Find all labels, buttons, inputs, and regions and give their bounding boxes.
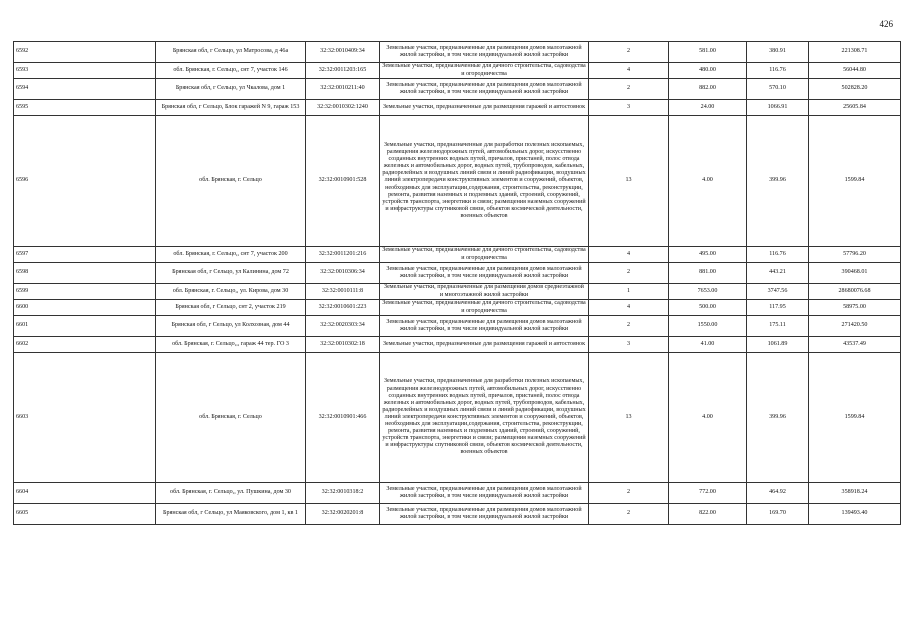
row-number: 6593 bbox=[14, 63, 156, 79]
table-row bbox=[14, 337, 901, 353]
row-number: 6604 bbox=[14, 483, 156, 504]
row-number: 6601 bbox=[14, 316, 156, 337]
address-cell: Брянская обл, г Сельцо, ул Колхозная, дом 44 bbox=[156, 316, 306, 337]
table-row bbox=[14, 353, 901, 483]
cadastral-number-cell: 32:32:0010306:34 bbox=[306, 263, 380, 284]
cadastral-number-cell: 32:32:0010601:223 bbox=[306, 300, 380, 316]
group-number-cell: 2 bbox=[589, 79, 669, 100]
group-number-cell: 2 bbox=[589, 483, 669, 504]
specific-value-cell: 175.11 bbox=[747, 316, 809, 337]
table-row bbox=[14, 263, 901, 284]
table-row bbox=[14, 504, 901, 525]
cadastral-value-cell: 57796.20 bbox=[809, 247, 901, 263]
cadastral-value-cell: 390468.01 bbox=[809, 263, 901, 284]
area-cell: 822.00 bbox=[669, 504, 747, 525]
address-cell: Брянская обл, г Сельцо, снт 2, участок 219 bbox=[156, 300, 306, 316]
table-row bbox=[14, 42, 901, 63]
group-number-cell: 4 bbox=[589, 63, 669, 79]
specific-value-cell: 116.76 bbox=[747, 63, 809, 79]
address-cell: обл. Брянская, г. Сельцо,, снт 7, участок 200 bbox=[156, 247, 306, 263]
cadastral-number-cell: 32:32:0020201:8 bbox=[306, 504, 380, 525]
group-number-cell: 2 bbox=[589, 263, 669, 284]
table-row bbox=[14, 63, 901, 79]
specific-value-cell: 169.70 bbox=[747, 504, 809, 525]
row-number: 6605 bbox=[14, 504, 156, 525]
specific-value-cell: 464.92 bbox=[747, 483, 809, 504]
table-row bbox=[14, 300, 901, 316]
area-cell: 881.00 bbox=[669, 263, 747, 284]
table-row bbox=[14, 316, 901, 337]
area-cell: 41.00 bbox=[669, 337, 747, 353]
specific-value-cell: 399.96 bbox=[747, 116, 809, 247]
address-cell: обл. Брянская, г. Сельцо,,, гараж 44 тер. ГО 3 bbox=[156, 337, 306, 353]
table-row bbox=[14, 483, 901, 504]
specific-value-cell: 380.91 bbox=[747, 42, 809, 63]
row-number: 6599 bbox=[14, 284, 156, 300]
address-cell: обл. Брянская, г. Сельцо,, ул. Пушкина, дом 30 bbox=[156, 483, 306, 504]
land-use-description-cell: Земельные участки, предназначенные для размещения гаражей и автостоянок bbox=[380, 337, 589, 353]
address-cell: Брянская обл, г Сельцо, ул Калинина, дом 72 bbox=[156, 263, 306, 284]
cadastral-value-cell: 58975.00 bbox=[809, 300, 901, 316]
group-number-cell: 2 bbox=[589, 42, 669, 63]
cadastral-number-cell: 32:32:0011203:165 bbox=[306, 63, 380, 79]
cadastral-number-cell: 32:32:0010901:528 bbox=[306, 116, 380, 247]
area-cell: 24.00 bbox=[669, 100, 747, 116]
cadastral-number-cell: 32:32:0010302:1240 bbox=[306, 100, 380, 116]
address-cell: обл. Брянская, г. Сельцо bbox=[156, 116, 306, 247]
cadastral-registry-table bbox=[13, 41, 901, 525]
table-row bbox=[14, 100, 901, 116]
page-number: 426 bbox=[879, 19, 893, 29]
registry-body bbox=[14, 42, 901, 525]
cadastral-number-cell: 32:32:0010111:8 bbox=[306, 284, 380, 300]
group-number-cell: 3 bbox=[589, 337, 669, 353]
land-use-description-cell: Земельные участки, предназначенные для размещения домов малоэтажной жилой застройки, в том числе индивидуальной жилой застройки bbox=[380, 42, 589, 63]
group-number-cell: 13 bbox=[589, 353, 669, 483]
specific-value-cell: 570.10 bbox=[747, 79, 809, 100]
group-number-cell: 2 bbox=[589, 316, 669, 337]
row-number: 6594 bbox=[14, 79, 156, 100]
cadastral-value-cell: 25605.84 bbox=[809, 100, 901, 116]
specific-value-cell: 443.21 bbox=[747, 263, 809, 284]
row-number: 6603 bbox=[14, 353, 156, 483]
row-number: 6592 bbox=[14, 42, 156, 63]
row-number: 6595 bbox=[14, 100, 156, 116]
address-cell: Брянская обл, г Сельцо, ул Маяковского, дом 1, кв 1 bbox=[156, 504, 306, 525]
group-number-cell: 2 bbox=[589, 504, 669, 525]
land-use-description-cell: Земельные участки, предназначенные для размещения гаражей и автостоянок bbox=[380, 100, 589, 116]
table-row bbox=[14, 116, 901, 247]
area-cell: 500.00 bbox=[669, 300, 747, 316]
land-use-description-cell: Земельные участки, предназначенные для размещения домов малоэтажной жилой застройки, в том числе индивидуальной жилой застройки bbox=[380, 316, 589, 337]
group-number-cell: 4 bbox=[589, 247, 669, 263]
area-cell: 772.00 bbox=[669, 483, 747, 504]
cadastral-value-cell: 43537.49 bbox=[809, 337, 901, 353]
cadastral-value-cell: 139493.40 bbox=[809, 504, 901, 525]
address-cell: Брянская обл, г Сельцо, ул Матросова, д 46а bbox=[156, 42, 306, 63]
cadastral-number-cell: 32:32:0010901:466 bbox=[306, 353, 380, 483]
land-use-description-cell: Земельные участки, предназначенные для размещения домов малоэтажной жилой застройки, в том числе индивидуальной жилой застройки bbox=[380, 79, 589, 100]
address-cell: обл. Брянская, г. Сельцо,, ул. Кирова, дом 30 bbox=[156, 284, 306, 300]
area-cell: 1550.00 bbox=[669, 316, 747, 337]
land-use-description-cell: Земельные участки, предназначенные для разработки полезных ископаемых, размещения железнодорожных путей, автомобильных дорог, искусственно созданных внутренних водных путей, причалов, пристаней, полос отвода железных и автомобильных дорог, водных путей, трубопроводов, кабельных, радиорелейных и воздушных линий связи и линий радиофикации, воздушных линий электропередачи конструктивных элементов и сооружений, объектов, необходимых для эксплуатации,содержания, строительства, реконструкции, ремонта, развития наземных и подземных зданий, строений, сооружений, устройств транспорта, энергетики и связи; размещения наземных сооружений и инфраструктуры спутниковой связи, объектов космической деятельности, военных объектов bbox=[380, 116, 589, 247]
land-use-description-cell: Земельные участки, предназначенные для размещения домов малоэтажной жилой застройки, в том числе индивидуальной жилой застройки bbox=[380, 504, 589, 525]
row-number: 6600 bbox=[14, 300, 156, 316]
specific-value-cell: 116.76 bbox=[747, 247, 809, 263]
land-use-description-cell: Земельные участки, предназначенные для дачного строительства, садоводства и огородничества bbox=[380, 300, 589, 316]
land-use-description-cell: Земельные участки, предназначенные для дачного строительства, садоводства и огородничества bbox=[380, 247, 589, 263]
table-row bbox=[14, 284, 901, 300]
area-cell: 7653.00 bbox=[669, 284, 747, 300]
cadastral-value-cell: 1599.84 bbox=[809, 353, 901, 483]
row-number: 6598 bbox=[14, 263, 156, 284]
address-cell: Брянская обл, г Сельцо, Блок гаражей N 9, гараж 153 bbox=[156, 100, 306, 116]
land-use-description-cell: Земельные участки, предназначенные для размещения домов малоэтажной жилой застройки, в том числе индивидуальной жилой застройки bbox=[380, 263, 589, 284]
cadastral-value-cell: 28680076.68 bbox=[809, 284, 901, 300]
group-number-cell: 1 bbox=[589, 284, 669, 300]
land-use-description-cell: Земельные участки, предназначенные для дачного строительства, садоводства и огородничества bbox=[380, 63, 589, 79]
cadastral-number-cell: 32:32:0010409:34 bbox=[306, 42, 380, 63]
group-number-cell: 4 bbox=[589, 300, 669, 316]
table-row bbox=[14, 79, 901, 100]
land-use-description-cell: Земельные участки, предназначенные для размещения домов малоэтажной жилой застройки, в том числе индивидуальной жилой застройки bbox=[380, 483, 589, 504]
area-cell: 581.00 bbox=[669, 42, 747, 63]
address-cell: обл. Брянская, г. Сельцо,, снт 7, участок 146 bbox=[156, 63, 306, 79]
cadastral-value-cell: 271420.50 bbox=[809, 316, 901, 337]
cadastral-number-cell: 32:32:0020303:34 bbox=[306, 316, 380, 337]
address-cell: Брянская обл, г Сельцо, ул Чкалова, дом 1 bbox=[156, 79, 306, 100]
area-cell: 4.00 bbox=[669, 353, 747, 483]
specific-value-cell: 1061.89 bbox=[747, 337, 809, 353]
cadastral-number-cell: 32:32:0010211:40 bbox=[306, 79, 380, 100]
row-number: 6602 bbox=[14, 337, 156, 353]
specific-value-cell: 117.95 bbox=[747, 300, 809, 316]
area-cell: 882.00 bbox=[669, 79, 747, 100]
row-number: 6596 bbox=[14, 116, 156, 247]
area-cell: 4.00 bbox=[669, 116, 747, 247]
specific-value-cell: 399.96 bbox=[747, 353, 809, 483]
cadastral-number-cell: 32:32:0011201:216 bbox=[306, 247, 380, 263]
land-use-description-cell: Земельные участки, предназначенные для размещения домов среднеэтажной и многоэтажной жилой застройки bbox=[380, 284, 589, 300]
address-cell: обл. Брянская, г. Сельцо bbox=[156, 353, 306, 483]
cadastral-value-cell: 221308.71 bbox=[809, 42, 901, 63]
cadastral-number-cell: 32:32:0010302:18 bbox=[306, 337, 380, 353]
table-row bbox=[14, 247, 901, 263]
specific-value-cell: 1066.91 bbox=[747, 100, 809, 116]
cadastral-value-cell: 502828.20 bbox=[809, 79, 901, 100]
cadastral-value-cell: 56044.80 bbox=[809, 63, 901, 79]
group-number-cell: 3 bbox=[589, 100, 669, 116]
row-number: 6597 bbox=[14, 247, 156, 263]
land-use-description-cell: Земельные участки, предназначенные для разработки полезных ископаемых, размещения железнодорожных путей, автомобильных дорог, искусственно созданных внутренних водных путей, причалов, пристаней, полос отвода железных и автомобильных дорог, водных путей, трубопроводов, кабельных, радиорелейных и воздушных линий связи и линий радиофикации, воздушных линий электропередачи конструктивных элементов и сооружений, объектов, необходимых для эксплуатации,содержания, строительства, реконструкции, ремонта, развития наземных и подземных зданий, строений, сооружений, устройств транспорта, энергетики и связи; размещения наземных сооружений и инфраструктуры спутниковой связи, объектов космической деятельности, военных объектов bbox=[380, 353, 589, 483]
cadastral-number-cell: 32:32:0010318:2 bbox=[306, 483, 380, 504]
cadastral-value-cell: 358918.24 bbox=[809, 483, 901, 504]
area-cell: 480.00 bbox=[669, 63, 747, 79]
specific-value-cell: 3747.56 bbox=[747, 284, 809, 300]
group-number-cell: 13 bbox=[589, 116, 669, 247]
area-cell: 495.00 bbox=[669, 247, 747, 263]
cadastral-value-cell: 1599.84 bbox=[809, 116, 901, 247]
